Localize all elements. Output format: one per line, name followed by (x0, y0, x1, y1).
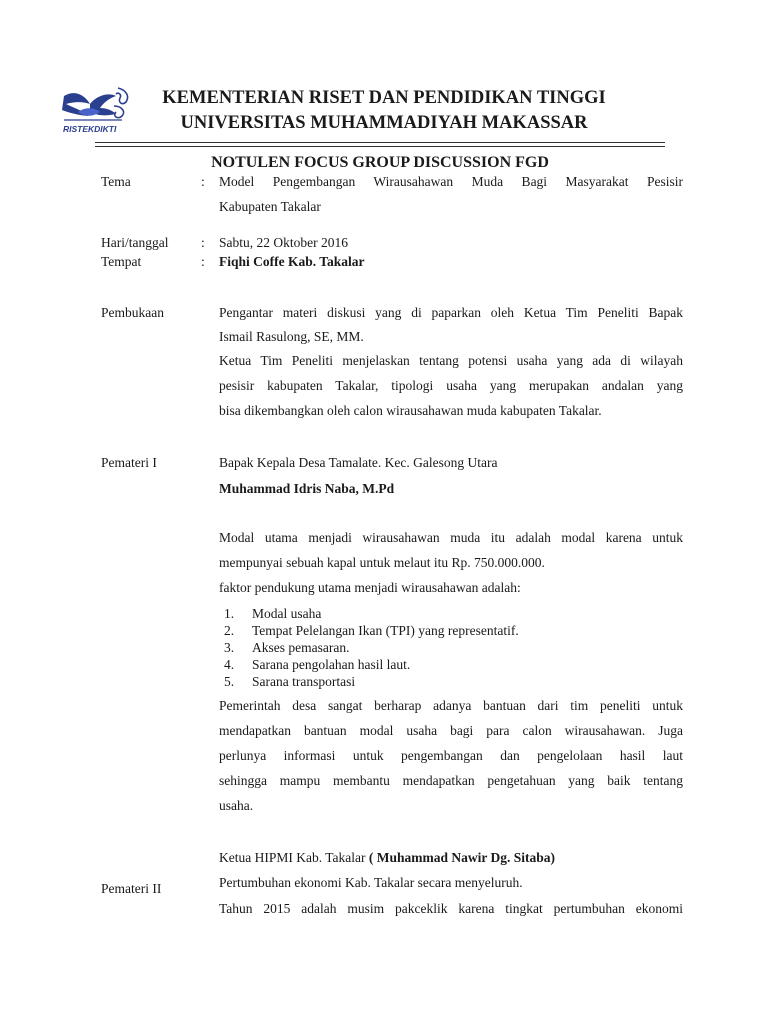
pembukaan-line: Ismail Rasulong, SE, MM. (219, 329, 364, 344)
university-title: UNIVERSITAS MUHAMMADIYAH MAKASSAR (180, 113, 588, 133)
pemateri1-para-line: mempunyai sebuah kapal untuk melaut itu Rp. 750.000.000. (219, 555, 545, 570)
list-item: 5. Sarana transportasi (224, 674, 356, 689)
pemateri1-para-line: Modal utama menjadi wirausahawan muda itu adalah modal karena untuk (219, 530, 683, 545)
pembukaan-label: Pembukaan (101, 305, 164, 320)
pembukaan-line: Ketua Tim Peneliti menjelaskan tentang potensi usaha yang ada di wilayah (219, 353, 683, 368)
tema-colon: : (201, 174, 205, 189)
pemateri2-label: Pemateri II (101, 881, 162, 896)
list-item: 2. Tempat Pelelangan Ikan (TPI) yang representatif. (224, 623, 519, 638)
list-item: 4. Sarana pengolahan hasil laut. (224, 657, 411, 672)
hari-value: Sabtu, 22 Oktober 2016 (219, 235, 348, 250)
pembukaan-line: bisa dikembangkan oleh calon wirausahawan muda kabupaten Takalar. (219, 403, 602, 418)
tempat-colon: : (201, 254, 205, 269)
pemateri2-role: Ketua HIPMI Kab. Takalar (219, 850, 369, 865)
header-rule-bottom (95, 146, 665, 147)
tempat-value: Fiqhi Coffe Kab. Takalar (219, 254, 365, 269)
ristekdikti-logo (60, 82, 132, 138)
pemateri1-label: Pemateri I (101, 455, 157, 470)
pemateri1-para2-line: mendapatkan bantuan modal usaha bagi para calon wirausahawan. Juga (219, 723, 683, 738)
header-rule-top (95, 142, 665, 143)
tema-value-line1: Model Pengembangan Wirausahawan Muda Bagi Masyarakat Pesisir (219, 174, 683, 189)
list-item: 3. Akses pemasaran. (224, 640, 350, 655)
ministry-title: KEMENTERIAN RISET DAN PENDIDIKAN TINGGI (162, 88, 606, 108)
pembukaan-line: Pengantar materi diskusi yang di paparkan oleh Ketua Tim Peneliti Bapak (219, 305, 683, 320)
document-title: NOTULEN FOCUS GROUP DISCUSSION FGD (211, 154, 549, 171)
ristekdikti-logo-icon (60, 82, 132, 138)
tema-value-line2: Kabupaten Takalar (219, 199, 321, 214)
pemateri1-para2-line: Pemerintah desa sangat berharap adanya bantuan dari tim peneliti untuk (219, 698, 683, 713)
pemateri1-para2-line: perlunya informasi untuk pengembangan dan pengelolaan hasil laut (219, 748, 683, 763)
faktor-pendukung-list (224, 605, 519, 690)
pembukaan-line: pesisir kabupaten Takalar, tipologi usaha yang merupakan andalan yang (219, 378, 683, 393)
hari-colon: : (201, 235, 205, 250)
pemateri1-para2-line: sehingga mampu membantu mendapatkan pengetahuan yang baik tentang (219, 773, 683, 788)
pemateri1-para2-line: usaha. (219, 798, 254, 813)
pemateri2-line: Pertumbuhan ekonomi Kab. Takalar secara menyeluruh. (219, 875, 523, 890)
hari-label: Hari/tanggal (101, 235, 169, 250)
logo-text: RISTEKDIKTI (63, 124, 117, 134)
list-item: 1. Modal usaha (224, 606, 322, 621)
tema-label: Tema (101, 174, 131, 189)
pemateri2-name: ( Muhammad Nawir Dg. Sitaba) (368, 850, 556, 865)
pemateri2-line: Tahun 2015 adalah musim pakceklik karena tingkat pertumbuhan ekonomi (219, 901, 683, 916)
pemateri1-name: Muhammad Idris Naba, M.Pd (219, 481, 395, 496)
tempat-label: Tempat (101, 254, 142, 269)
pemateri1-role: Bapak Kepala Desa Tamalate. Kec. Galesong Utara (219, 455, 498, 470)
pemateri2-intro (219, 849, 683, 867)
pemateri1-para-line: faktor pendukung utama menjadi wirausahawan adalah: (219, 580, 521, 595)
